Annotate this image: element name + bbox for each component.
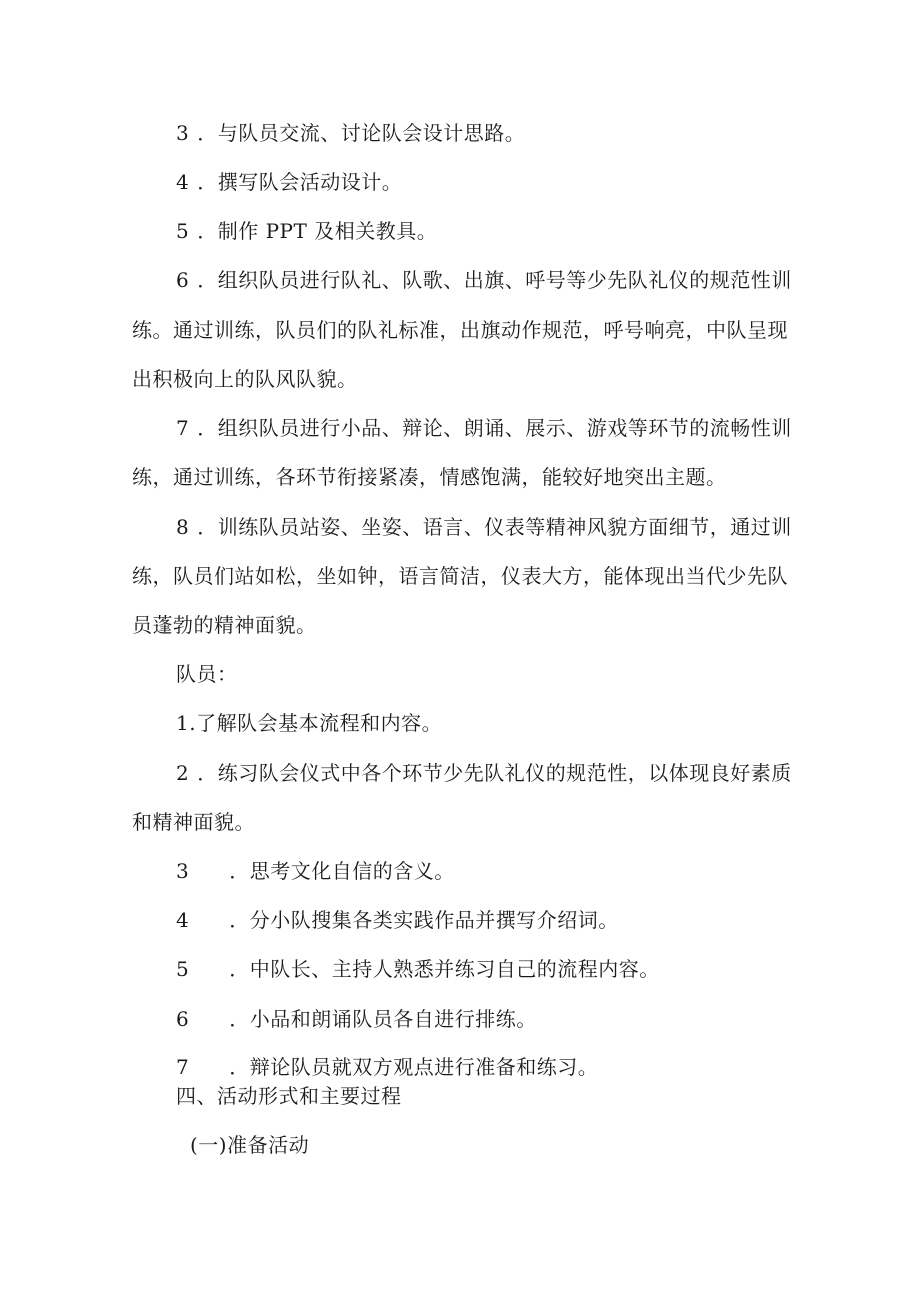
teacher-item-8-line-2: 练，队员们站如松，坐如钟，语言简洁，仪表大方，能体现出当代少先队 (132, 564, 788, 588)
subsection-heading: (一)准备活动 (190, 1133, 310, 1157)
item-number: 4 (176, 170, 190, 194)
item-text: ．中队长、主持人熟悉并练习自己的流程内容。 (229, 957, 660, 981)
teacher-item-3 (176, 121, 525, 145)
item-text: ．分小队搜集各类实践作品并撰写介绍词。 (229, 908, 619, 932)
teacher-item-6-line-1 (176, 268, 792, 292)
item-text: ．撰写队会活动设计。 (197, 170, 403, 194)
teacher-item-4 (176, 170, 402, 194)
teacher-item-7-line-1 (176, 416, 792, 440)
members-heading: 队员： (176, 662, 238, 686)
item-text: ．与队员交流、讨论队会设计思路。 (197, 121, 526, 145)
item-text: ．组织队员进行队礼、队歌、出旗、呼号等少先队礼仪的规范性训 (197, 268, 792, 292)
item-number: 3 (176, 121, 190, 145)
member-item-3 (176, 859, 455, 883)
item-text: ．小品和朗诵队员各自进行排练。 (229, 1007, 537, 1031)
item-number: 6 (176, 268, 190, 292)
item-number: 7 (176, 416, 190, 440)
item-text: ．制作 PPT 及相关教具。 (197, 219, 438, 243)
item-text: ．辩论队员就双方观点进行准备和练习。 (229, 1055, 599, 1079)
teacher-item-6-line-3: 出积极向上的队风队貌。 (132, 367, 358, 391)
member-item-7 (176, 1055, 598, 1079)
member-item-2-line-2: 和精神面貌。 (132, 810, 255, 834)
item-number: 6 (176, 1007, 190, 1031)
teacher-item-6-line-2: 练。通过训练，队员们的队礼标准，出旗动作规范，呼号响亮，中队呈现 (132, 318, 788, 342)
item-number: 5 (176, 219, 190, 243)
member-item-5 (176, 957, 660, 981)
member-item-4 (176, 908, 619, 932)
item-text: ．组织队员进行小品、辩论、朗诵、展示、游戏等环节的流畅性训 (197, 416, 792, 440)
item-number: 2 (176, 761, 190, 785)
item-text: ．练习队会仪式中各个环节少先队礼仪的规范性，以体现良好素质 (197, 761, 792, 785)
item-number: 5 (176, 957, 190, 981)
teacher-item-8-line-1 (176, 515, 792, 539)
item-number: 8 (176, 515, 190, 539)
member-item-1: 1.了解队会基本流程和内容。 (176, 711, 443, 735)
teacher-item-5 (176, 219, 437, 243)
member-item-6 (176, 1007, 537, 1031)
teacher-item-8-line-3: 员蓬勃的精神面貌。 (132, 613, 317, 637)
item-text: ．训练队员站姿、坐姿、语言、仪表等精神风貌方面细节，通过训 (197, 515, 792, 539)
item-number: 3 (176, 859, 190, 883)
teacher-item-7-line-2: 练，通过训练，各环节衔接紧凑，情感饱满，能较好地突出主题。 (132, 465, 727, 489)
item-number: 7 (176, 1055, 190, 1079)
item-number: 4 (176, 908, 190, 932)
item-text: ．思考文化自信的含义。 (229, 859, 455, 883)
section-heading: 四、活动形式和主要过程 (176, 1084, 402, 1108)
member-item-2-line-1 (176, 761, 792, 785)
